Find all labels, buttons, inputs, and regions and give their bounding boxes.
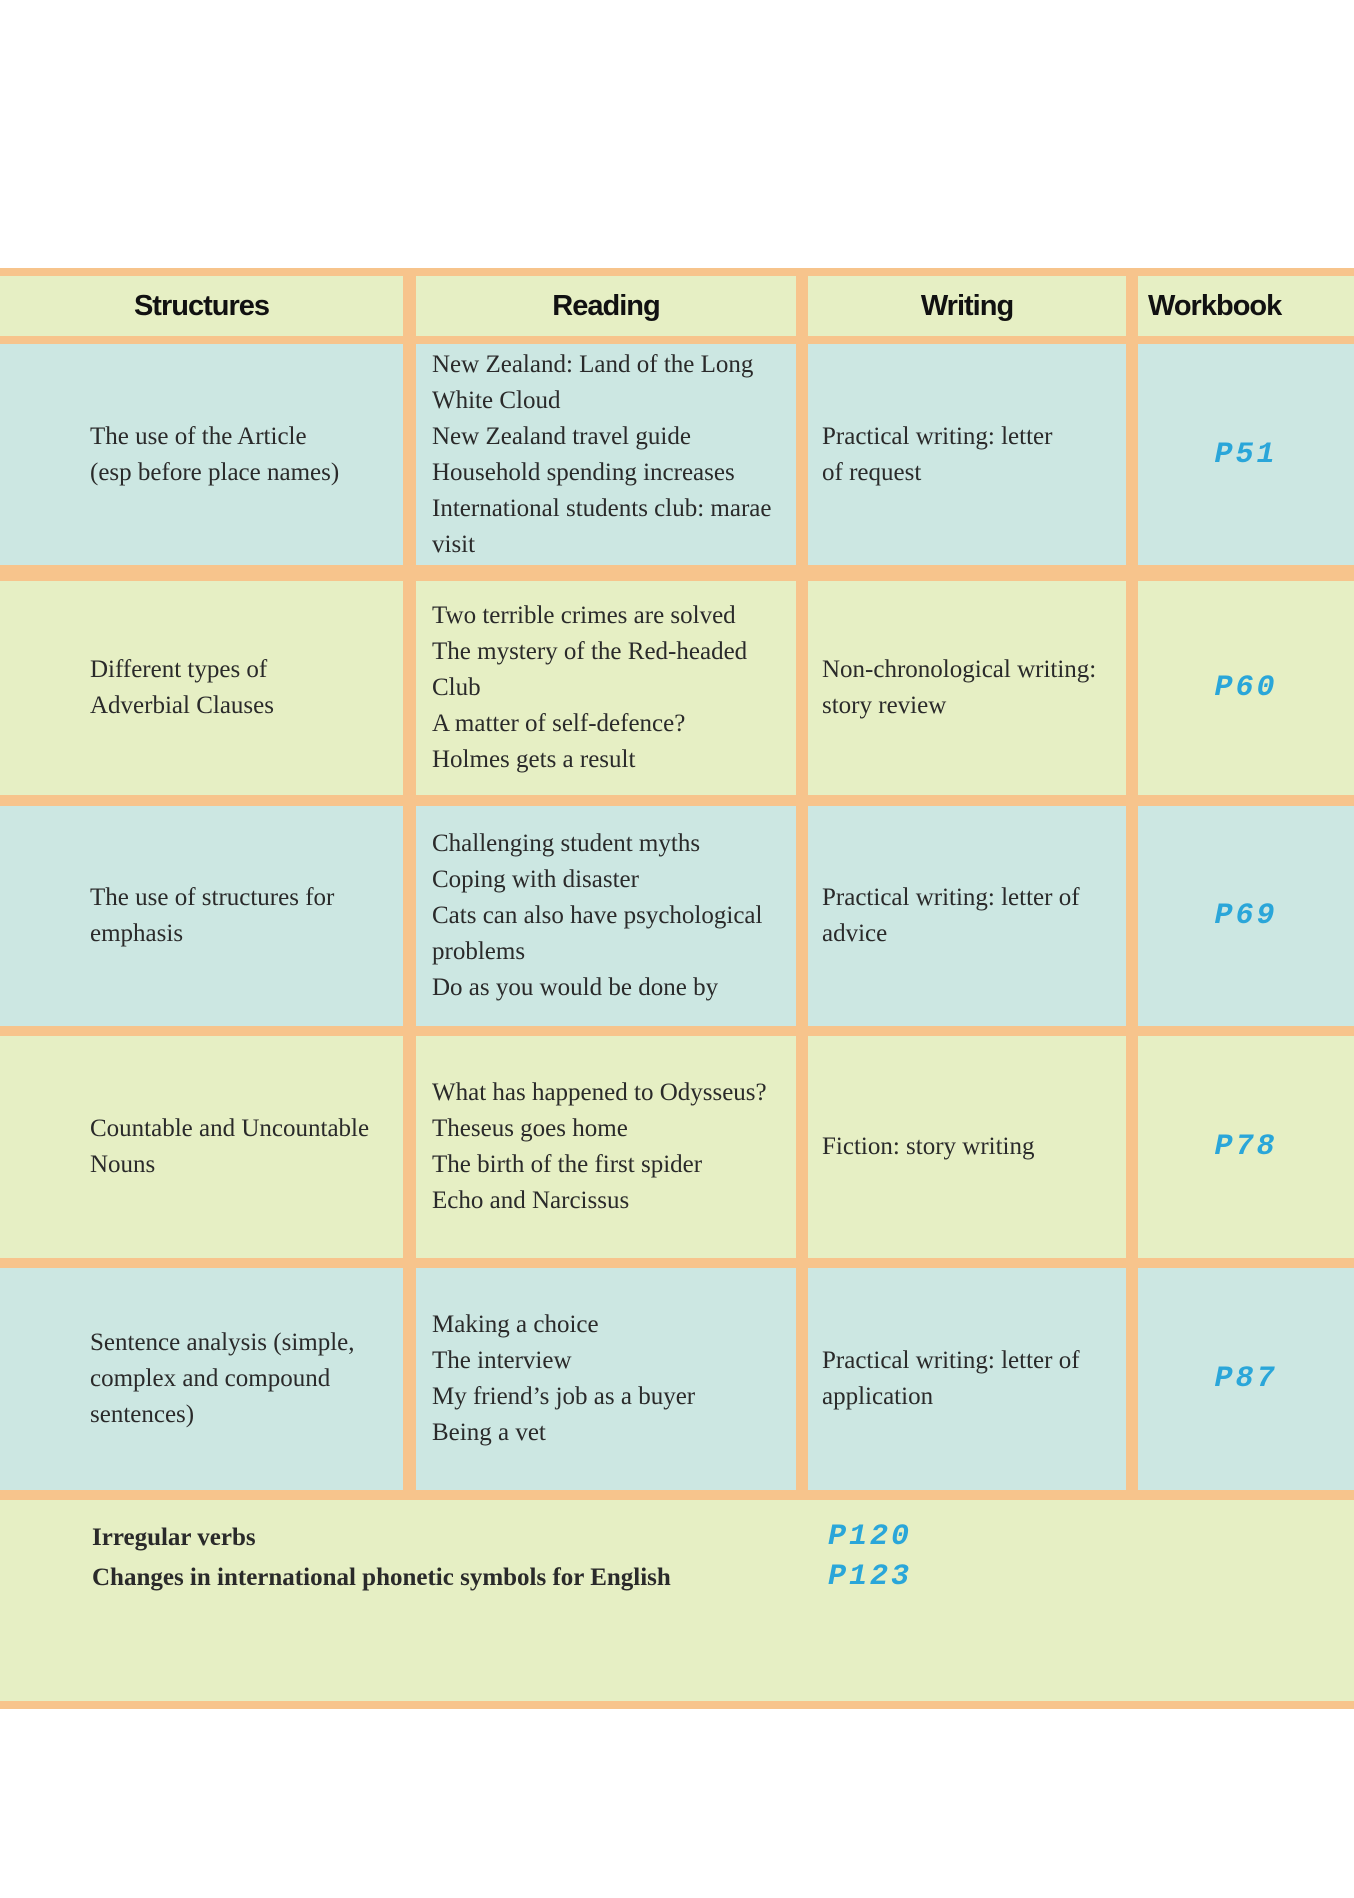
structure-cell-line: Sentence analysis (simple, <box>90 1329 355 1356</box>
workbook-page: P87 <box>1214 1362 1278 1396</box>
writing-cell-line: Non-chronological writing: <box>822 656 1097 683</box>
structure-cell-line: The use of structures for <box>90 884 335 911</box>
reading-cell-line: New Zealand: Land of the Long <box>432 350 754 378</box>
reading-cell-line: Theseus goes home <box>432 1115 628 1142</box>
reading-cell-line: problems <box>432 938 526 965</box>
structure-cell-line: Adverbial Clauses <box>90 692 274 719</box>
reading-cell-line: Challenging student myths <box>432 830 701 857</box>
reading-cell-line: Being a vet <box>432 1419 546 1446</box>
reading-cell-line: visit <box>432 530 476 558</box>
structure-cell-line: complex and compound <box>90 1365 331 1392</box>
writing-cell <box>808 344 1126 565</box>
structure-cell <box>0 1036 403 1258</box>
reading-cell-line: Holmes gets a result <box>432 746 636 773</box>
appendix-item <box>92 1524 256 1552</box>
structure-cell-line: Different types of <box>90 656 268 683</box>
writing-cell-line: of request <box>822 458 922 486</box>
appendix-label: Changes in international phonetic symbols for English <box>92 1564 671 1591</box>
header-structures: Structures <box>0 276 403 336</box>
reading-cell-line: Coping with disaster <box>432 866 639 893</box>
structure-cell-line: The use of the Article <box>90 422 307 450</box>
appendix-item <box>92 1564 671 1592</box>
workbook-cell <box>1138 344 1354 565</box>
reading-cell <box>416 581 796 795</box>
writing-cell <box>808 1036 1126 1258</box>
reading-cell-line: Club <box>432 674 481 701</box>
reading-cell <box>416 806 796 1026</box>
workbook-page: P69 <box>1214 899 1278 933</box>
reading-cell <box>416 1268 796 1490</box>
reading-cell-line: A matter of self-defence? <box>432 710 686 737</box>
reading-cell-line: The interview <box>432 1347 572 1374</box>
reading-cell-line: Do as you would be done by <box>432 974 719 1001</box>
writing-cell-line: Practical writing: letter of <box>822 884 1080 911</box>
reading-cell-line: Echo and Narcissus <box>432 1187 630 1214</box>
workbook-page: P78 <box>1214 1130 1278 1164</box>
structure-cell-line: sentences) <box>90 1401 195 1428</box>
structure-cell-line: (esp before place names) <box>90 458 340 486</box>
reading-cell <box>416 344 796 565</box>
workbook-page: P51 <box>1214 437 1278 472</box>
writing-cell <box>808 581 1126 795</box>
reading-cell-line: Two terrible crimes are solved <box>432 602 736 629</box>
writing-cell-line: Practical writing: letter of <box>822 1347 1080 1374</box>
header-reading: Reading <box>416 276 796 336</box>
appendix-section <box>0 1500 1354 1701</box>
reading-cell-line: The mystery of the Red-headed <box>432 638 748 665</box>
reading-cell-line: What has happened to Odysseus? <box>432 1079 767 1106</box>
reading-cell-line: White Cloud <box>432 386 561 414</box>
appendix-page: P123 <box>828 1560 913 1594</box>
structure-cell <box>0 344 403 565</box>
structure-cell <box>0 581 403 795</box>
writing-cell-line: application <box>822 1383 934 1410</box>
writing-cell <box>808 806 1126 1026</box>
workbook-cell <box>1138 581 1354 795</box>
reading-cell-line: My friend’s job as a buyer <box>432 1383 696 1410</box>
appendix-page: P120 <box>828 1520 913 1554</box>
reading-cell-line: International students club: marae <box>432 494 772 522</box>
writing-cell-line: advice <box>822 920 888 947</box>
reading-cell-line: Cats can also have psychological <box>432 902 763 929</box>
contents-table <box>0 268 1354 1709</box>
reading-cell-line: Household spending increases <box>432 458 735 486</box>
workbook-cell <box>1138 806 1354 1026</box>
structure-cell-line: Nouns <box>90 1151 156 1178</box>
reading-cell-line: Making a choice <box>432 1311 599 1338</box>
structure-cell-line: Countable and Uncountable <box>90 1115 370 1142</box>
workbook-page: P60 <box>1214 671 1278 705</box>
writing-cell-line: story review <box>822 692 947 719</box>
appendix-label: Irregular verbs <box>92 1524 256 1551</box>
reading-cell <box>416 1036 796 1258</box>
header-workbook: Workbook <box>1138 276 1354 336</box>
writing-cell-line: Practical writing: letter <box>822 422 1053 450</box>
structure-cell-line: emphasis <box>90 920 184 947</box>
workbook-cell <box>1138 1036 1354 1258</box>
writing-cell-line: Fiction: story writing <box>822 1133 1035 1160</box>
workbook-cell <box>1138 1268 1354 1490</box>
header-writing: Writing <box>808 276 1126 336</box>
reading-cell-line: The birth of the first spider <box>432 1151 703 1178</box>
reading-cell-line: New Zealand travel guide <box>432 422 691 450</box>
writing-cell <box>808 1268 1126 1490</box>
structure-cell <box>0 806 403 1026</box>
structure-cell <box>0 1268 403 1490</box>
